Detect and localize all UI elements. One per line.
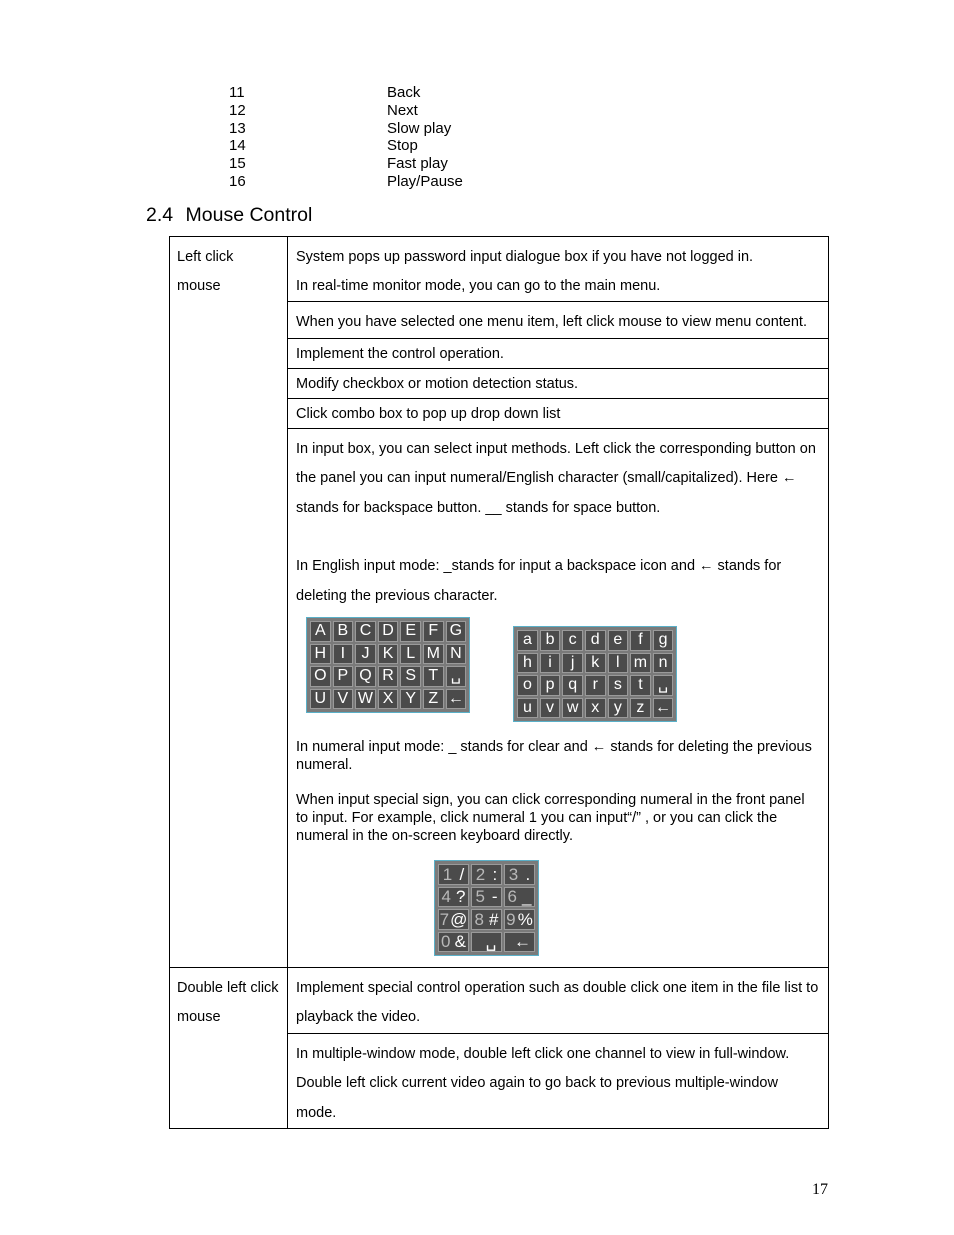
special-sign-text: When input special sign, you can click corresponding numeral in the front panel to input. For example, click numeral 1 you can input“/” , or you can click the numeral in the on-screen keyboard directly. (296, 792, 805, 844)
numeral-key-symbol: : (492, 864, 498, 884)
keyboard-key[interactable]: U (310, 689, 331, 710)
keyboard-key[interactable]: G (446, 621, 467, 642)
keyboard-key[interactable]: T (423, 666, 444, 687)
numeral-key[interactable] (471, 932, 502, 953)
numbered-item (229, 102, 463, 120)
keyboard-key[interactable]: y (608, 698, 629, 719)
keyboard-key[interactable]: a (517, 630, 538, 651)
keyboard-key[interactable]: r (585, 675, 606, 696)
keyboard-key[interactable]: ← (653, 698, 674, 719)
keyboard-key[interactable]: S (400, 666, 421, 687)
item-label: Back (387, 84, 421, 101)
numbered-list (229, 84, 463, 191)
keyboard-key[interactable]: i (540, 653, 561, 674)
numeral-key-digit: 2 (475, 864, 486, 884)
keyboard-key[interactable]: f (630, 630, 651, 651)
numeral-key[interactable] (438, 932, 469, 953)
numeral-mode-text: In numeral input mode: _ stands for clear and ← stands for deleting the previous numeral. (296, 739, 812, 773)
keyboard-key[interactable]: P (333, 666, 354, 687)
keyboard-key[interactable]: m (630, 653, 651, 674)
numeral-key-symbol: ← (514, 932, 531, 952)
keyboard-key[interactable]: V (333, 689, 354, 710)
numeral-key[interactable] (504, 887, 535, 908)
keyboard-key[interactable]: I (333, 644, 354, 665)
keyboard-key[interactable]: O (310, 666, 331, 687)
keyboard-key[interactable]: K (378, 644, 399, 665)
double-click-label: Double left click mouse (170, 967, 288, 1129)
mouse-control-table (169, 236, 829, 1129)
section-title: Mouse Control (185, 204, 313, 226)
keyboard-key[interactable]: d (585, 630, 606, 651)
keyboard-key[interactable]: H (310, 644, 331, 665)
keyboard-key[interactable]: ␣ (653, 675, 674, 696)
keyboard-key[interactable]: k (585, 653, 606, 674)
numeral-key-digit: 9 (506, 909, 516, 929)
keyboard-key[interactable]: C (355, 621, 376, 642)
numbered-item (229, 84, 463, 102)
item-number: 15 (229, 155, 246, 173)
section-number: 2.4 (146, 204, 174, 226)
keyboard-key[interactable]: D (378, 621, 399, 642)
keyboard-key[interactable]: p (540, 675, 561, 696)
keyboard-key[interactable]: M (423, 644, 444, 665)
section-heading (146, 204, 312, 227)
numeral-key[interactable] (504, 909, 535, 930)
keyboard-key[interactable]: X (378, 689, 399, 710)
keyboard-key[interactable]: N (446, 644, 467, 665)
lc-row-6 (288, 428, 829, 967)
lc-row-1 (288, 237, 829, 302)
keyboard-key[interactable]: h (517, 653, 538, 674)
numeral-key-symbol: _ (522, 887, 532, 907)
numeral-key-symbol: ? (456, 887, 466, 907)
item-number: 11 (229, 84, 245, 101)
keyboard-key[interactable]: W (355, 689, 376, 710)
numeral-key-digit: 5 (475, 887, 485, 907)
keyboard-key[interactable]: j (562, 653, 583, 674)
numeral-key-symbol: # (489, 909, 499, 929)
keyboard-key[interactable]: s (608, 675, 629, 696)
numeral-key-digit: 6 (507, 887, 517, 907)
numeral-key-symbol: . (525, 864, 531, 884)
lc-row-5: Click combo box to pop up drop down list (288, 398, 829, 428)
numeral-key-symbol: % (517, 909, 533, 929)
numeral-key-symbol: - (491, 887, 498, 907)
page-number: 17 (812, 1181, 828, 1198)
numeral-key-digit: 4 (441, 887, 451, 907)
keyboard-key[interactable]: F (423, 621, 444, 642)
numeral-key-symbol: / (459, 864, 465, 884)
keyboard-key[interactable]: Q (355, 666, 376, 687)
keyboard-key[interactable]: A (310, 621, 331, 642)
keyboard-key[interactable]: e (608, 630, 629, 651)
numeral-key-symbol: & (454, 932, 466, 952)
keyboard-key[interactable]: w (562, 698, 583, 719)
keyboard-key[interactable]: b (540, 630, 561, 651)
item-label: Stop (387, 137, 418, 155)
numeral-key[interactable] (471, 909, 502, 930)
keyboard-key[interactable]: q (562, 675, 583, 696)
keyboard-key[interactable]: R (378, 666, 399, 687)
numeral-key-digit: 8 (474, 909, 484, 929)
numeral-key-symbol: ␣ (485, 932, 497, 952)
keyboard-key[interactable]: c (562, 630, 583, 651)
numeral-key-digit: 7 (439, 909, 450, 929)
keyboard-key[interactable]: o (517, 675, 538, 696)
numbered-item (229, 173, 463, 191)
numeral-key[interactable] (504, 864, 535, 885)
keyboard-key[interactable]: u (517, 698, 538, 719)
numeral-key-digit: 3 (508, 864, 519, 884)
item-number: 14 (229, 137, 246, 155)
lc-row-3: Implement the control operation. (288, 338, 829, 368)
keyboard-key[interactable]: t (630, 675, 651, 696)
numeral-key[interactable] (471, 887, 502, 908)
keyboard-key[interactable]: B (333, 621, 354, 642)
dc-row-1: Implement special control operation such as double click one item in the file list to playback the video. (288, 967, 829, 1033)
keyboard-key[interactable]: Y (400, 689, 421, 710)
keyboard-key[interactable]: ← (446, 689, 467, 710)
keyboard-key[interactable]: E (400, 621, 421, 642)
numeral-key[interactable] (438, 864, 469, 885)
numeral-key-digit: 1 (442, 864, 453, 884)
lowercase-keyboard (513, 626, 677, 722)
keyboard-key[interactable]: L (400, 644, 421, 665)
left-click-label: Left click mouse (170, 237, 288, 968)
lc-row-2: When you have selected one menu item, left click mouse to view menu content. (288, 302, 829, 339)
english-mode-text: In English input mode: _stands for input a backspace icon and ← stands for deleting the previous character. (296, 558, 782, 604)
item-number: 13 (229, 119, 246, 137)
numeral-keyboard-wrap (306, 860, 820, 956)
uppercase-keyboard (306, 617, 470, 713)
numeral-key[interactable] (438, 887, 469, 908)
keyboard-key[interactable]: J (355, 644, 376, 665)
keyboard-key[interactable]: z (630, 698, 651, 719)
item-label: Fast play (387, 155, 448, 173)
keyboard-key[interactable]: v (540, 698, 561, 719)
english-keyboards (306, 617, 820, 722)
lc-row-1-line-1: System pops up password input dialogue box if you have not logged in. (296, 249, 754, 265)
numeral-key[interactable] (471, 864, 502, 885)
lc-row-4: Modify checkbox or motion detection status. (288, 368, 829, 398)
item-label: Play/Pause (387, 172, 463, 190)
numbered-item (229, 155, 463, 173)
lc-row-1-line-2: In real-time monitor mode, you can go to the main menu. (296, 278, 661, 294)
item-label: Next (387, 101, 418, 119)
keyboard-key[interactable]: x (585, 698, 606, 719)
numeral-key-digit: 0 (441, 932, 451, 952)
keyboard-key[interactable]: n (653, 653, 674, 674)
keyboard-key[interactable]: g (653, 630, 674, 651)
keyboard-key[interactable]: Z (423, 689, 444, 710)
item-number: 12 (229, 101, 246, 119)
input-methods-text: In input box, you can select input methods. Left click the corresponding button on the panel you can input numeral/English character (small/capitalized). Here ← stands for backspace button. __ stands for space button. (296, 440, 816, 516)
numeral-keyboard (434, 860, 539, 956)
dc-row-2: In multiple-window mode, double left click one channel to view in full-window. Double left click current video again to go back to previous multiple-window mode. (288, 1033, 829, 1129)
keyboard-key[interactable]: l (608, 653, 629, 674)
numeral-key[interactable] (504, 932, 535, 953)
numeral-key[interactable] (438, 909, 469, 930)
numbered-item (229, 137, 463, 155)
numeral-key-symbol: @ (450, 909, 468, 929)
item-number: 16 (229, 172, 246, 190)
item-label: Slow play (387, 119, 452, 137)
keyboard-key[interactable]: ␣ (446, 666, 467, 687)
numbered-item (229, 120, 463, 138)
